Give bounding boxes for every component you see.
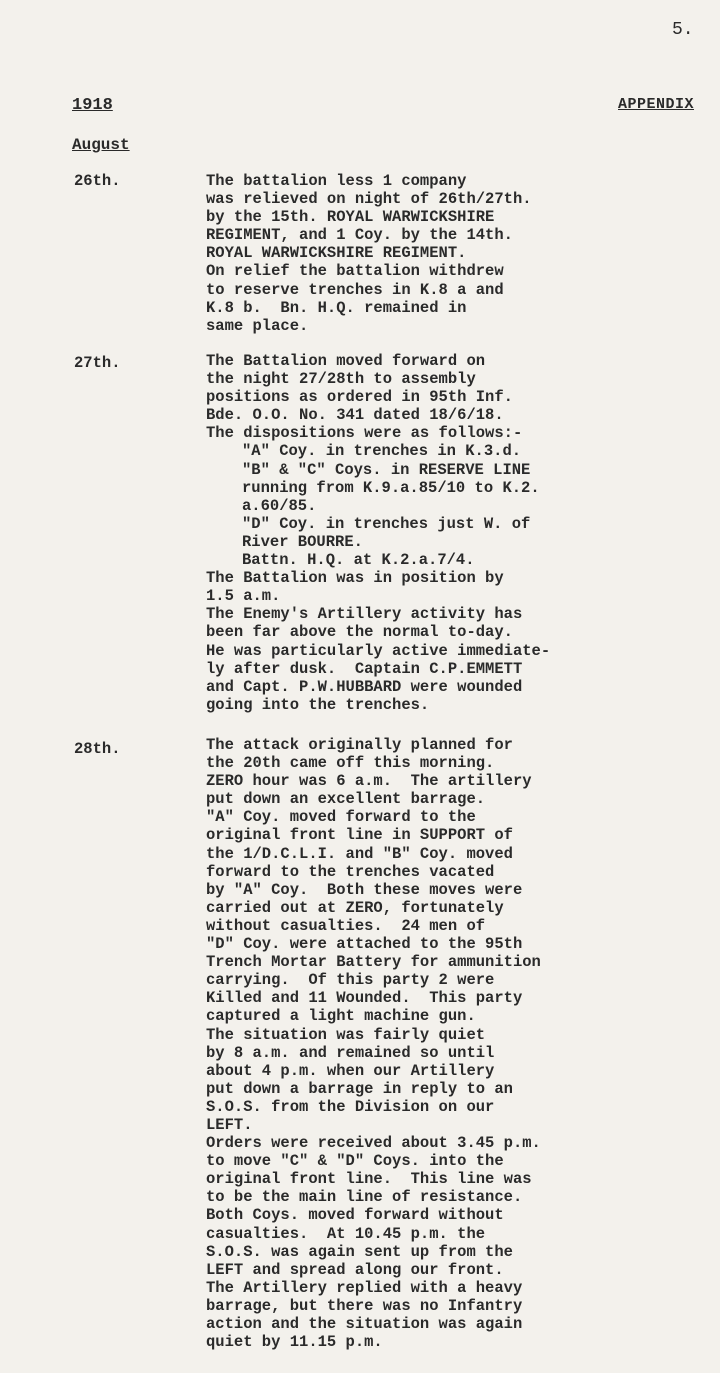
text-line: LEFT. bbox=[206, 1115, 253, 1134]
text-line: On relief the battalion withdrew bbox=[206, 262, 504, 281]
text-line: to move "C" & "D" Coys. into the bbox=[206, 1152, 504, 1171]
text-line: 1.5 a.m. bbox=[206, 587, 281, 606]
text-line: ZERO hour was 6 a.m. The artillery bbox=[206, 772, 532, 791]
text-line: about 4 p.m. when our Artillery bbox=[206, 1061, 495, 1080]
text-line: casualties. At 10.45 p.m. the bbox=[206, 1224, 486, 1243]
text-line: barrage, but there was no Infantry bbox=[206, 1296, 523, 1315]
text-line: The attack originally planned for bbox=[206, 736, 513, 754]
text-line: REGIMENT, and 1 Coy. by the 14th. bbox=[206, 226, 513, 245]
entry-date-28th: 28th. bbox=[74, 740, 121, 758]
text-line: The Battalion moved forward on bbox=[206, 352, 486, 370]
text-line: by 8 a.m. and remained so until bbox=[206, 1043, 495, 1062]
text-line: put down a barrage in reply to an bbox=[206, 1079, 513, 1098]
text-line: put down an excellent barrage. bbox=[206, 790, 486, 809]
text-line: been far above the normal to-day. bbox=[206, 623, 513, 642]
text-line: Battn. H.Q. at K.2.a.7/4. bbox=[242, 551, 475, 570]
text-line: same place. bbox=[206, 316, 309, 335]
text-line: running from K.9.a.85/10 to K.2. bbox=[242, 478, 540, 497]
text-line: carrying. Of this party 2 were bbox=[206, 971, 495, 990]
text-line: the 20th came off this morning. bbox=[206, 754, 495, 773]
text-line: LEFT and spread along our front. bbox=[206, 1260, 504, 1279]
text-line: was relieved on night of 26th/27th. bbox=[206, 190, 532, 209]
text-line: S.O.S. was again sent up from the bbox=[206, 1242, 513, 1261]
text-line: ly after dusk. Captain C.P.EMMETT bbox=[206, 659, 523, 678]
text-line: The dispositions were as follows:- bbox=[206, 424, 523, 443]
text-line: The Enemy's Artillery activity has bbox=[206, 605, 523, 624]
text-line: without casualties. 24 men of bbox=[206, 916, 486, 935]
text-line: Trench Mortar Battery for ammunition bbox=[206, 953, 541, 972]
text-line: by "A" Coy. Both these moves were bbox=[206, 880, 523, 899]
text-line: Bde. O.O. No. 341 dated 18/6/18. bbox=[206, 406, 504, 425]
text-line: Killed and 11 Wounded. This party bbox=[206, 989, 523, 1008]
entry-body-27th bbox=[206, 352, 550, 714]
entry-date-26th: 26th. bbox=[74, 172, 121, 190]
text-line: original front line in SUPPORT of bbox=[206, 826, 513, 845]
text-line: S.O.S. from the Division on our bbox=[206, 1097, 495, 1116]
page-number: 5. bbox=[672, 20, 694, 40]
text-line: K.8 b. Bn. H.Q. remained in bbox=[206, 298, 467, 317]
entry-date-27th: 27th. bbox=[74, 354, 121, 372]
text-line: forward to the trenches vacated bbox=[206, 862, 495, 881]
text-line: "A" Coy. in trenches in K.3.d. bbox=[242, 442, 522, 461]
text-line: the 1/D.C.L.I. and "B" Coy. moved bbox=[206, 844, 513, 863]
text-line: carried out at ZERO, fortunately bbox=[206, 898, 504, 917]
text-line: "D" Coy. were attached to the 95th bbox=[206, 935, 523, 954]
text-line: "A" Coy. moved forward to the bbox=[206, 808, 476, 827]
text-line: The battalion less 1 company bbox=[206, 172, 467, 190]
text-line: The Artillery replied with a heavy bbox=[206, 1278, 523, 1297]
text-line: and Capt. P.W.HUBBARD were wounded bbox=[206, 677, 523, 696]
text-line: ROYAL WARWICKSHIRE REGIMENT. bbox=[206, 244, 467, 263]
entry-body-26th bbox=[206, 172, 532, 335]
text-line: Orders were received about 3.45 p.m. bbox=[206, 1134, 541, 1153]
text-line: River BOURRE. bbox=[242, 532, 363, 551]
text-line: "D" Coy. in trenches just W. of bbox=[242, 514, 531, 533]
text-line: by the 15th. ROYAL WARWICKSHIRE bbox=[206, 208, 495, 227]
year-heading: 1918 bbox=[72, 96, 113, 115]
text-line: original front line. This line was bbox=[206, 1170, 532, 1189]
text-line: a.60/85. bbox=[242, 496, 317, 515]
text-line: Both Coys. moved forward without bbox=[206, 1206, 504, 1225]
text-line: going into the trenches. bbox=[206, 695, 430, 714]
text-line: captured a light machine gun. bbox=[206, 1007, 476, 1026]
text-line: quiet by 11.15 p.m. bbox=[206, 1333, 383, 1352]
text-line: action and the situation was again bbox=[206, 1315, 523, 1333]
text-line: positions as ordered in 95th Inf. bbox=[206, 388, 513, 407]
text-line: The situation was fairly quiet bbox=[206, 1025, 486, 1044]
text-line: The Battalion was in position by bbox=[206, 569, 504, 588]
text-line: the night 27/28th to assembly bbox=[206, 370, 476, 389]
text-line: to be the main line of resistance. bbox=[206, 1188, 523, 1207]
entry-body-28th bbox=[206, 736, 541, 1351]
text-line: to reserve trenches in K.8 a and bbox=[206, 280, 504, 299]
text-line: "B" & "C" Coys. in RESERVE LINE bbox=[242, 460, 531, 479]
text-line: He was particularly active immediate- bbox=[206, 641, 551, 660]
appendix-heading: APPENDIX bbox=[618, 96, 695, 113]
month-heading: August bbox=[72, 136, 130, 154]
